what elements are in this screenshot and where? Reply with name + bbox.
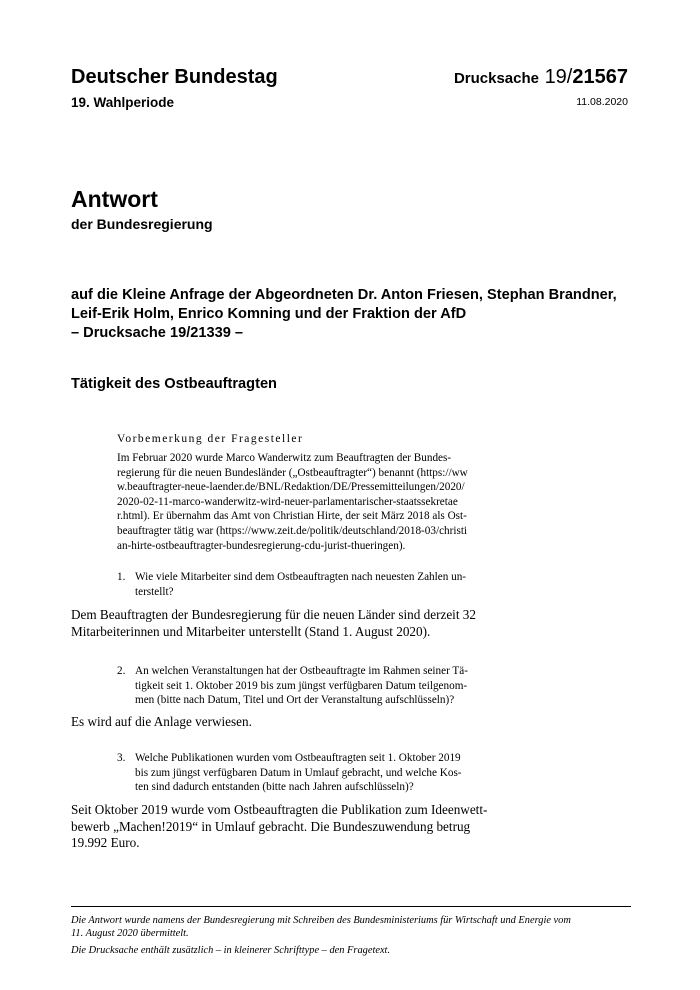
answer-line: bewerb „Machen!2019“ in Umlauf gebracht. Die Bundeszuwendung betrug (71, 818, 471, 834)
vorbemerkung-text (117, 451, 479, 553)
document-date: 11.08.2020 (576, 96, 628, 108)
drucksache-prefix: 19/ (544, 66, 573, 88)
question-line: An welchen Veranstaltungen hat der Ostbeauftragte im Rahmen seiner Tä- (135, 665, 468, 677)
question-number: 3. (117, 752, 126, 764)
question-number: 2. (117, 665, 126, 677)
anfrage-reference (71, 286, 651, 343)
drucksache-suffix: 21567 (572, 66, 628, 88)
footer-font-note: Die Drucksache enthält zusätzlich – in kleinerer Schrifttype – den Fragetext. (71, 945, 391, 956)
answer-line: Dem Beauftragten der Bundesregierung für die neuen Länder sind derzeit 32 (71, 607, 476, 622)
question-number: 1. (117, 571, 126, 583)
question-text (135, 570, 466, 599)
footer-note (71, 914, 641, 940)
anfrage-line: – Drucksache 19/21339 – (71, 325, 244, 341)
drucksache-label: Drucksache (453, 70, 539, 87)
topic-heading: Tätigkeit des Ostbeauftragten (71, 376, 277, 392)
footer-note-line: Die Antwort wurde namens der Bundesregierung mit Schreiben des Bundesministeriums für Wirtschaft und Energie vom (71, 915, 571, 926)
footer-divider (71, 906, 631, 907)
question-line: ten sind dadurch entstanden (bitte nach Jahren aufschlüsseln)? (135, 781, 414, 794)
anfrage-line: Leif-Erik Holm, Enrico Komning und der Fraktion der AfD (71, 306, 467, 322)
vorbemerkung-line: regierung für die neuen Bundesländer („Ostbeauftragter“) benannt (https://ww (117, 466, 468, 479)
answer-2 (71, 714, 461, 731)
document-subtitle: der Bundesregierung (71, 216, 213, 232)
answer-3 (71, 802, 488, 852)
answer-line: Es wird auf die Anlage verwiesen. (71, 714, 252, 729)
answer-line: Seit Oktober 2019 wurde vom Ostbeauftragten die Publikation zum Ideenwett- (71, 802, 488, 817)
anfrage-line: auf die Kleine Anfrage der Abgeordneten Dr. Anton Friesen, Stephan Brandner, (71, 287, 617, 303)
vorbemerkung-line: an-hirte-ostbeauftragter-bundesregierung-cdu-jurist-thueringen). (117, 539, 406, 552)
document-title: Antwort (71, 186, 158, 212)
institution-name: Deutscher Bundestag (71, 66, 278, 88)
question-line: terstellt? (135, 585, 174, 598)
vorbemerkung-heading: Vorbemerkung der Fragesteller (117, 433, 304, 445)
answer-line: 19.992 Euro. (71, 835, 140, 851)
answer-line: Mitarbeiterinnen und Mitarbeiter unterstellt (Stand 1. August 2020). (71, 623, 431, 639)
vorbemerkung-line: Im Februar 2020 wurde Marco Wanderwitz zum Beauftragten der Bundes- (117, 452, 452, 464)
footer-note-line: 11. August 2020 übermittelt. (71, 928, 189, 939)
question-line: Welche Publikationen wurden vom Ostbeauftragten seit 1. Oktober 2019 (135, 752, 461, 764)
answer-1 (71, 607, 476, 640)
wahlperiode: 19. Wahlperiode (71, 95, 175, 110)
drucksache-number (454, 66, 628, 89)
question-text (135, 664, 468, 708)
question-line: tigkeit seit 1. Oktober 2019 bis zum jüngst verfügbaren Datum teilgenom- (135, 679, 468, 692)
question-line: Wie viele Mitarbeiter sind dem Ostbeauftragten nach neuesten Zahlen un- (135, 571, 467, 583)
question-line: bis zum jüngst verfügbaren Datum in Umlauf gebracht, und welche Kos- (135, 766, 462, 779)
question-line: men (bitte nach Datum, Titel und Ort der Veranstaltung aufschlüsseln)? (135, 694, 455, 707)
vorbemerkung-line: w.beauftragter-neue-laender.de/BNL/Redaktion/DE/Pressemitteilungen/2020/ (117, 481, 465, 494)
vorbemerkung-line: r.html). Er übernahm das Amt von Christian Hirte, der seit März 2018 als Ost- (117, 510, 467, 523)
vorbemerkung-line: 2020-02-11-marco-wanderwitz-wird-neuer-parlamentarischer-staatssekretae (117, 495, 458, 508)
vorbemerkung-line: beauftragter tätig war (https://www.zeit.de/politik/deutschland/2018-03/christi (117, 524, 468, 537)
question-text (135, 751, 462, 795)
